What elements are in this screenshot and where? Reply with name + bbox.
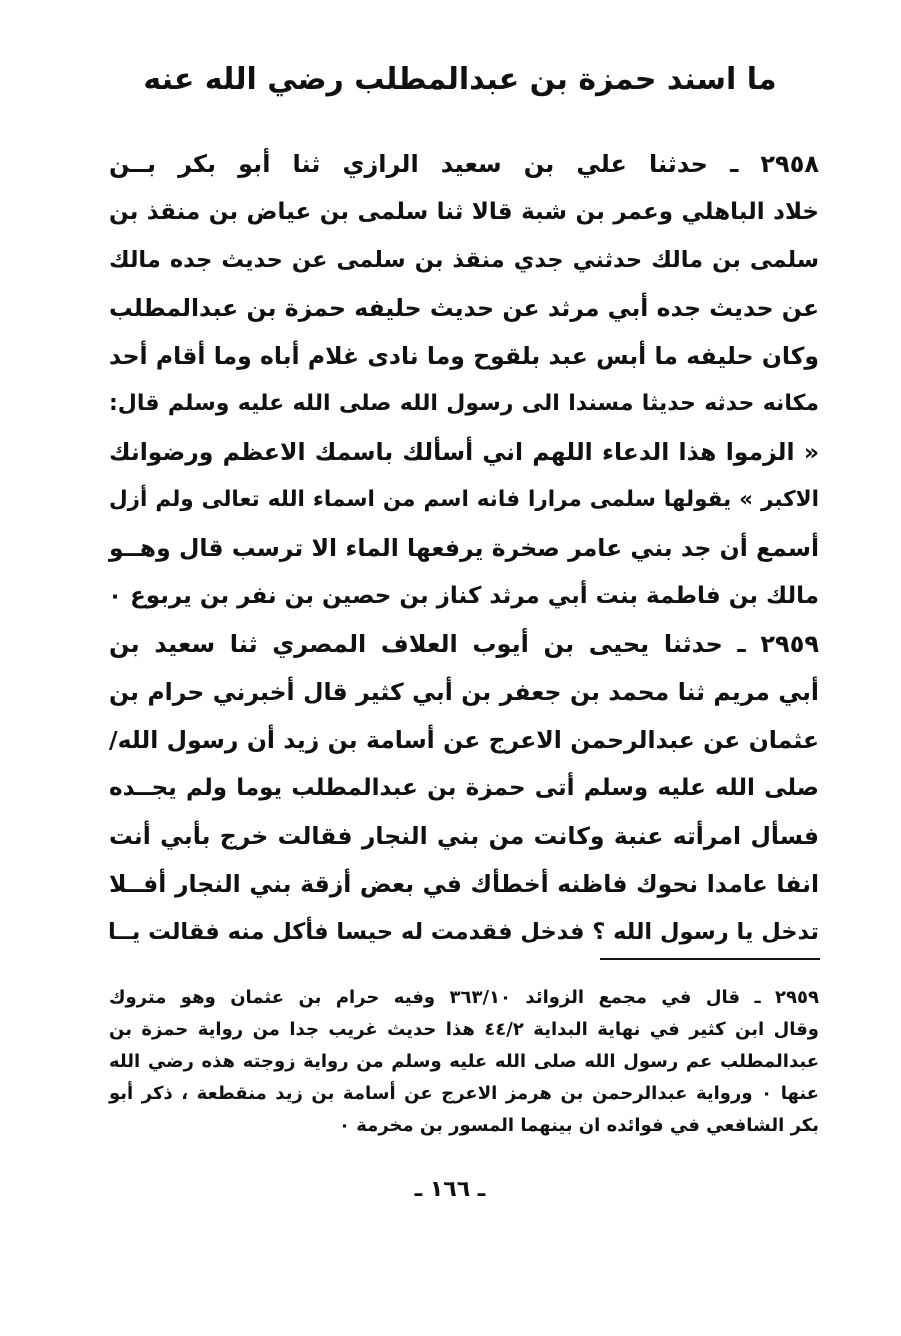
text-line: صلى الله عليه وسلم أتى حمزة بن عبدالمطلب يوما ولم يجــده (109, 775, 819, 801)
page-number: ـ ١٦٦ ـ (414, 1177, 486, 1202)
text-line: عثمان عن عبدالرحمن الاعرج عن أسامة بن زيد أن رسول الله/ (109, 726, 819, 754)
text-line: انفا عامدا نحوك فاظنه أخطأك في بعض أزقة بني النجار أفــلا (109, 870, 819, 898)
text-line: الاكبر » يقولها سلمى مرارا فانه اسم من اسماء الله تعالى ولم أزل (109, 487, 819, 512)
text-line: ٢٩٥٩ ـ حدثنا يحيى بن أيوب العلاف المصري ثنا سعيد بن (109, 630, 819, 658)
footnote-divider (600, 958, 820, 960)
text-line: وكان حليفه ما أبس عبد بلقوح وما نادى غلام أباه وما أقام أحد (109, 342, 819, 370)
footnote-line: عبدالمطلب عم رسول الله صلى الله عليه وسلم من رواية زوجته هذه رضي الله (109, 1051, 819, 1072)
text-line: أسمع أن جد بني عامر صخرة يرفعها الماء الا ترسب قال وهــو (109, 534, 819, 562)
page-title: ما اسند حمزة بن عبدالمطلب رضي الله عنه (143, 62, 777, 97)
footnote-line: عنها ٠ ورواية عبدالرحمن بن هرمز الاعرج عن أسامة بن زيد منقطعة ، ذكر أبو (109, 1083, 819, 1104)
text-line: سلمى بن مالك حدثني جدي منقذ بن سلمى عن حديث جده مالك (109, 247, 819, 273)
footnote-line: ٢٩٥٩ ـ قال في مجمع الزوائد ٣٦٣/١٠ وفيه حرام بن عثمان وهو متروك (109, 987, 819, 1008)
footnote-line: وقال ابن كثير في نهاية البداية ٤٤/٢ هذا حديث غريب جدا من رواية حمزة بن (109, 1019, 819, 1040)
text-line: فسأل امرأته عنبة وكانت من بني النجار فقالت خرج بأبي أنت (109, 822, 819, 850)
footnote-line: بكر الشافعي في فوائده ان بينهما المسور بن مخرمة ٠ (339, 1115, 819, 1136)
text-line: تدخل يا رسول الله ؟ فدخل فقدمت له حيسا فأكل منه فقالت يــا (108, 919, 819, 945)
text-line: مكانه حدثه حديثا مسندا الى رسول الله صلى الله عليه وسلم قال: (109, 391, 819, 416)
text-line: خلاد الباهلي وعمر بن شبة قالا ثنا سلمى بن عياض بن منقذ بن (109, 199, 819, 225)
text-line: أبي مريم ثنا محمد بن جعفر بن أبي كثير قال أخبرني حرام بن (109, 678, 819, 706)
text-line: ٢٩٥٨ ـ حدثنا علي بن سعيد الرازي ثنا أبو بكر بــن (109, 150, 819, 178)
text-line: مالك بن فاطمة بنت أبي مرثد كناز بن حصين بن نفر بن يربوع ٠ (108, 583, 819, 609)
text-line: « الزموا هذا الدعاء اللهم اني أسألك باسمك الاعظم ورضوانك (109, 438, 819, 466)
text-line: عن حديث جده أبي مرثد عن حديث حليفه حمزة بن عبدالمطلب (109, 294, 819, 322)
